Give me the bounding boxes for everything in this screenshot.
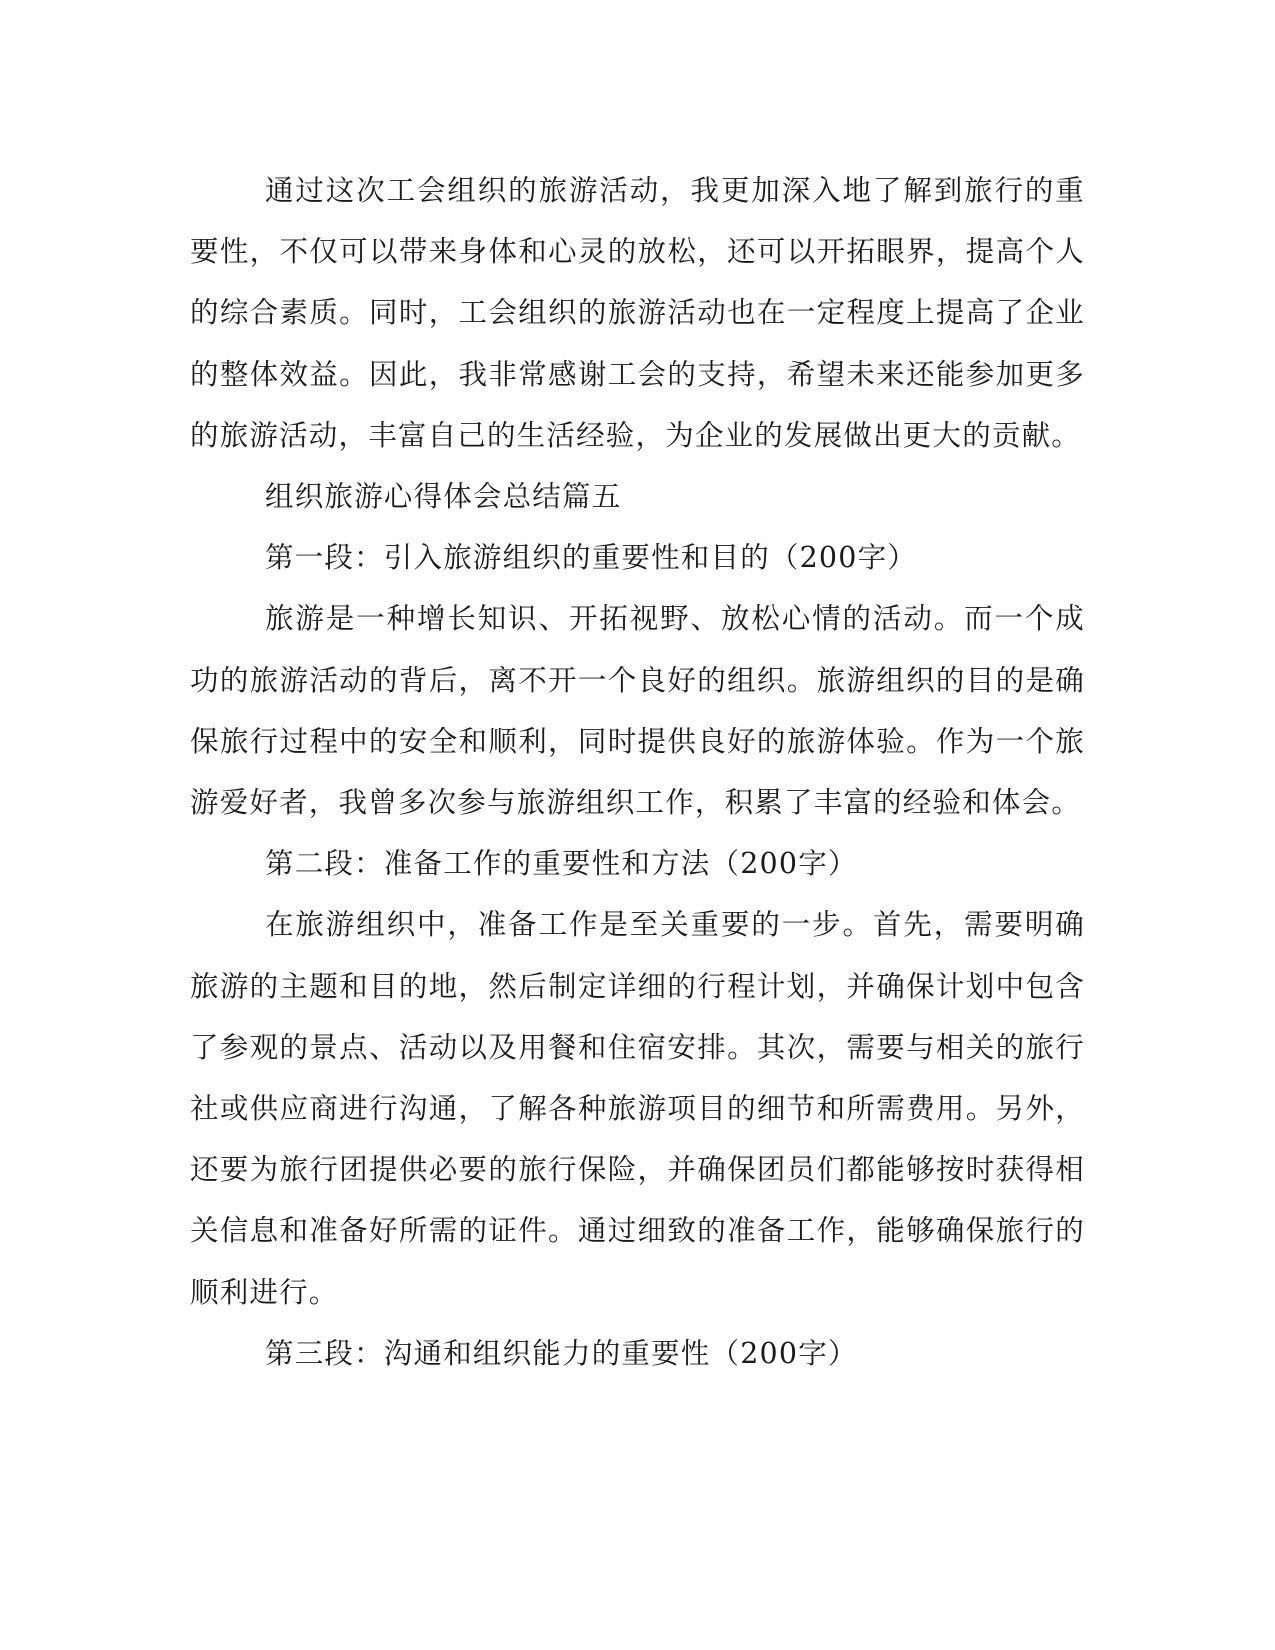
section-heading-3: 第三段：沟通和组织能力的重要性（200字） bbox=[265, 1336, 858, 1370]
section-heading-1: 第一段：引入旅游组织的重要性和目的（200字） bbox=[265, 541, 917, 575]
document-page bbox=[190, 160, 1085, 1384]
paragraph-section-2: 在旅游组织中，准备工作是至关重要的一步。首先，需要明确旅游的主题和目的地，然后制定详细的行程计划，并确保计划中包含了参观的景点、活动以及用餐和住宿安排。其次，需要与相关的旅行社或供应商进行沟通，了解各种旅游项目的细节和所需费用。另外，还要为旅行团提供必要的旅行保险，并确保团员们都能够按时获得相关信息和准备好所需的证件。通过细致的准备工作，能够确保旅行的顺利进行。 bbox=[190, 908, 1085, 1309]
section-heading-2: 第二段：准备工作的重要性和方法（200字） bbox=[265, 847, 858, 881]
article-title: 组织旅游心得体会总结篇五 bbox=[265, 480, 622, 514]
paragraph-union-trip-conclusion: 通过这次工会组织的旅游活动，我更加深入地了解到旅行的重要性，不仅可以带来身体和心灵的放松，还可以开拓眼界，提高个人的综合素质。同时，工会组织的旅游活动也在一定程度上提高了企业的整体效益。因此，我非常感谢工会的支持，希望未来还能参加更多的旅游活动，丰富自己的生活经验，为企业的发展做出更大的贡献。 bbox=[190, 174, 1085, 452]
paragraph-section-1: 旅游是一种增长知识、开拓视野、放松心情的活动。而一个成功的旅游活动的背后，离不开一个良好的组织。旅游组织的目的是确保旅行过程中的安全和顺利，同时提供良好的旅游体验。作为一个旅游爱好者，我曾多次参与旅游组织工作，积累了丰富的经验和体会。 bbox=[190, 602, 1085, 820]
